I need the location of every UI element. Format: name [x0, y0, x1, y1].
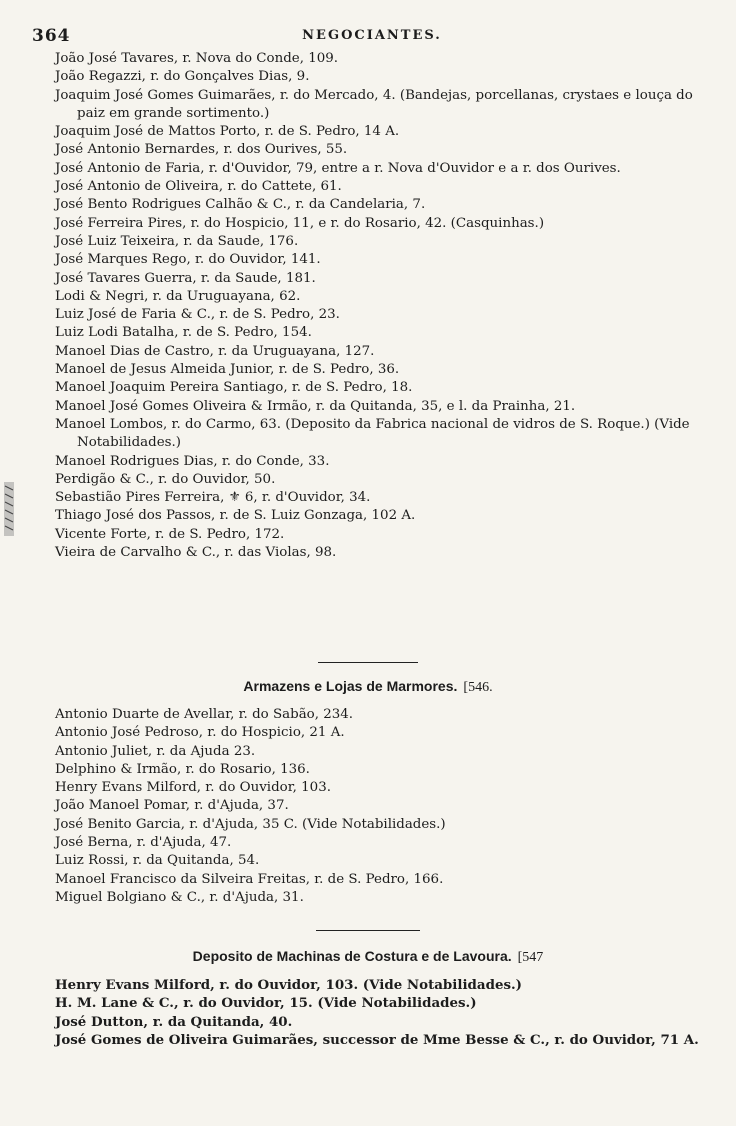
list-item: José Antonio Bernardes, r. dos Ourives, 55. — [55, 142, 348, 158]
list-item: Delphino & Irmão, r. do Rosario, 136. — [55, 761, 310, 777]
list-item: Manoel Joaquim Pereira Santiago, r. de S. Pedro, 18. — [55, 380, 413, 396]
section-divider — [318, 662, 418, 663]
list-item: Perdigão & C., r. do Ouvidor, 50. — [55, 471, 276, 487]
list-item: José Antonio de Faria, r. d'Ouvidor, 79, entre a r. Nova d'Ouvidor e a r. dos Ourives. — [55, 160, 621, 176]
section-divider — [316, 930, 420, 931]
list-item: João Manoel Pomar, r. d'Ajuda, 37. — [55, 798, 289, 814]
section-number: [547 — [517, 950, 544, 965]
list-item: Luiz Lodi Batalha, r. de S. Pedro, 154. — [55, 325, 312, 341]
list-item: José Ferreira Pires, r. do Hospicio, 11, e r. do Rosario, 42. (Casquinhas.) — [55, 215, 545, 231]
list-item: Manoel de Jesus Almeida Junior, r. de S. Pedro, 36. — [55, 362, 400, 378]
list-item: João José Tavares, r. Nova do Conde, 109. — [55, 51, 339, 66]
list-item: João Regazzi, r. do Gonçalves Dias, 9. — [55, 69, 310, 85]
list-item: José Bento Rodrigues Calhão & C., r. da Candelaria, 7. — [55, 197, 426, 213]
list-item: H. M. Lane & C., r. do Ouvidor, 15. (Vide Notabilidades.) — [55, 995, 477, 1012]
list-item: José Berna, r. d'Ajuda, 47. — [55, 835, 232, 851]
section-number: [546. — [463, 680, 493, 695]
margin-ornament-icon — [2, 480, 16, 538]
list-item: José Dutton, r. da Quitanda, 40. — [55, 1013, 293, 1030]
list-item: Thiago José dos Passos, r. de S. Luiz Gonzaga, 102 A. — [55, 508, 416, 524]
list-item: Manoel Lombos, r. do Carmo, 63. (Deposito da Fabrica nacional de vidros de S. Roque.) (Vide Notabilidades.) — [55, 416, 690, 451]
list-item: Antonio Duarte de Avellar, r. do Sabão, 234. — [55, 707, 354, 722]
page-number: 364 — [32, 26, 71, 46]
section-title-sewing-machines — [0, 948, 736, 966]
list-item: José Tavares Guerra, r. da Saude, 181. — [55, 270, 316, 286]
list-item: Luiz José de Faria & C., r. de S. Pedro, 23. — [55, 307, 340, 323]
list-item: Luiz Rossi, r. da Quitanda, 54. — [55, 853, 260, 869]
section-title-text: Deposito de Machinas de Costura e de Lavoura. — [192, 948, 512, 964]
list-item: Joaquim José Gomes Guimarães, r. do Mercado, 4. (Bandejas, porcellanas, crystaes e louça do paiz em grande sortimento.) — [55, 87, 693, 121]
merchant-list — [55, 50, 703, 562]
list-item: Henry Evans Milford, r. do Ouvidor, 103. — [55, 780, 331, 796]
list-item: Antonio José Pedroso, r. do Hospicio, 21 A. — [55, 725, 345, 741]
section-title-marble — [0, 678, 736, 696]
list-item: Vicente Forte, r. de S. Pedro, 172. — [55, 526, 285, 542]
page-header — [32, 26, 712, 50]
list-item: Antonio Juliet, r. da Ajuda 23. — [55, 743, 256, 759]
list-item: Henry Evans Milford, r. do Ouvidor, 103. (Vide Notabilidades.) — [55, 977, 523, 993]
list-item: Vieira de Carvalho & C., r. das Violas, 98. — [55, 545, 337, 561]
list-item: Manoel José Gomes Oliveira & Irmão, r. da Quitanda, 35, e l. da Prainha, 21. — [55, 398, 576, 414]
list-item: José Marques Rego, r. do Ouvidor, 141. — [55, 252, 321, 268]
list-item: Miguel Bolgiano & C., r. d'Ajuda, 31. — [55, 889, 304, 905]
list-item: José Gomes de Oliveira Guimarães, successor de Mme Besse & C., r. do Ouvidor, 71 A. — [55, 1031, 699, 1048]
list-item: Lodi & Negri, r. da Uruguayana, 62. — [55, 288, 301, 304]
running-head: NEGOCIANTES. — [302, 28, 442, 43]
section-title-text: Armazens e Lojas de Marmores. — [243, 678, 458, 694]
list-item: José Antonio de Oliveira, r. do Cattete, 61. — [55, 179, 342, 195]
list-item: José Benito Garcia, r. d'Ajuda, 35 C. (Vide Notabilidades.) — [55, 816, 446, 832]
list-item: Joaquim José de Mattos Porto, r. de S. Pedro, 14 A. — [55, 124, 400, 140]
list-item: Manoel Dias de Castro, r. da Uruguayana, 127. — [55, 343, 375, 359]
list-item: Manoel Rodrigues Dias, r. do Conde, 33. — [55, 453, 330, 469]
list-item: Sebastião Pires Ferreira, ⚜ 6, r. d'Ouvidor, 34. — [55, 490, 371, 506]
list-item: Manoel Francisco da Silveira Freitas, r. de S. Pedro, 166. — [55, 871, 444, 887]
machine-depot-list — [55, 976, 703, 1049]
list-item: José Luiz Teixeira, r. da Saude, 176. — [55, 233, 299, 249]
marble-shop-list — [55, 706, 703, 907]
